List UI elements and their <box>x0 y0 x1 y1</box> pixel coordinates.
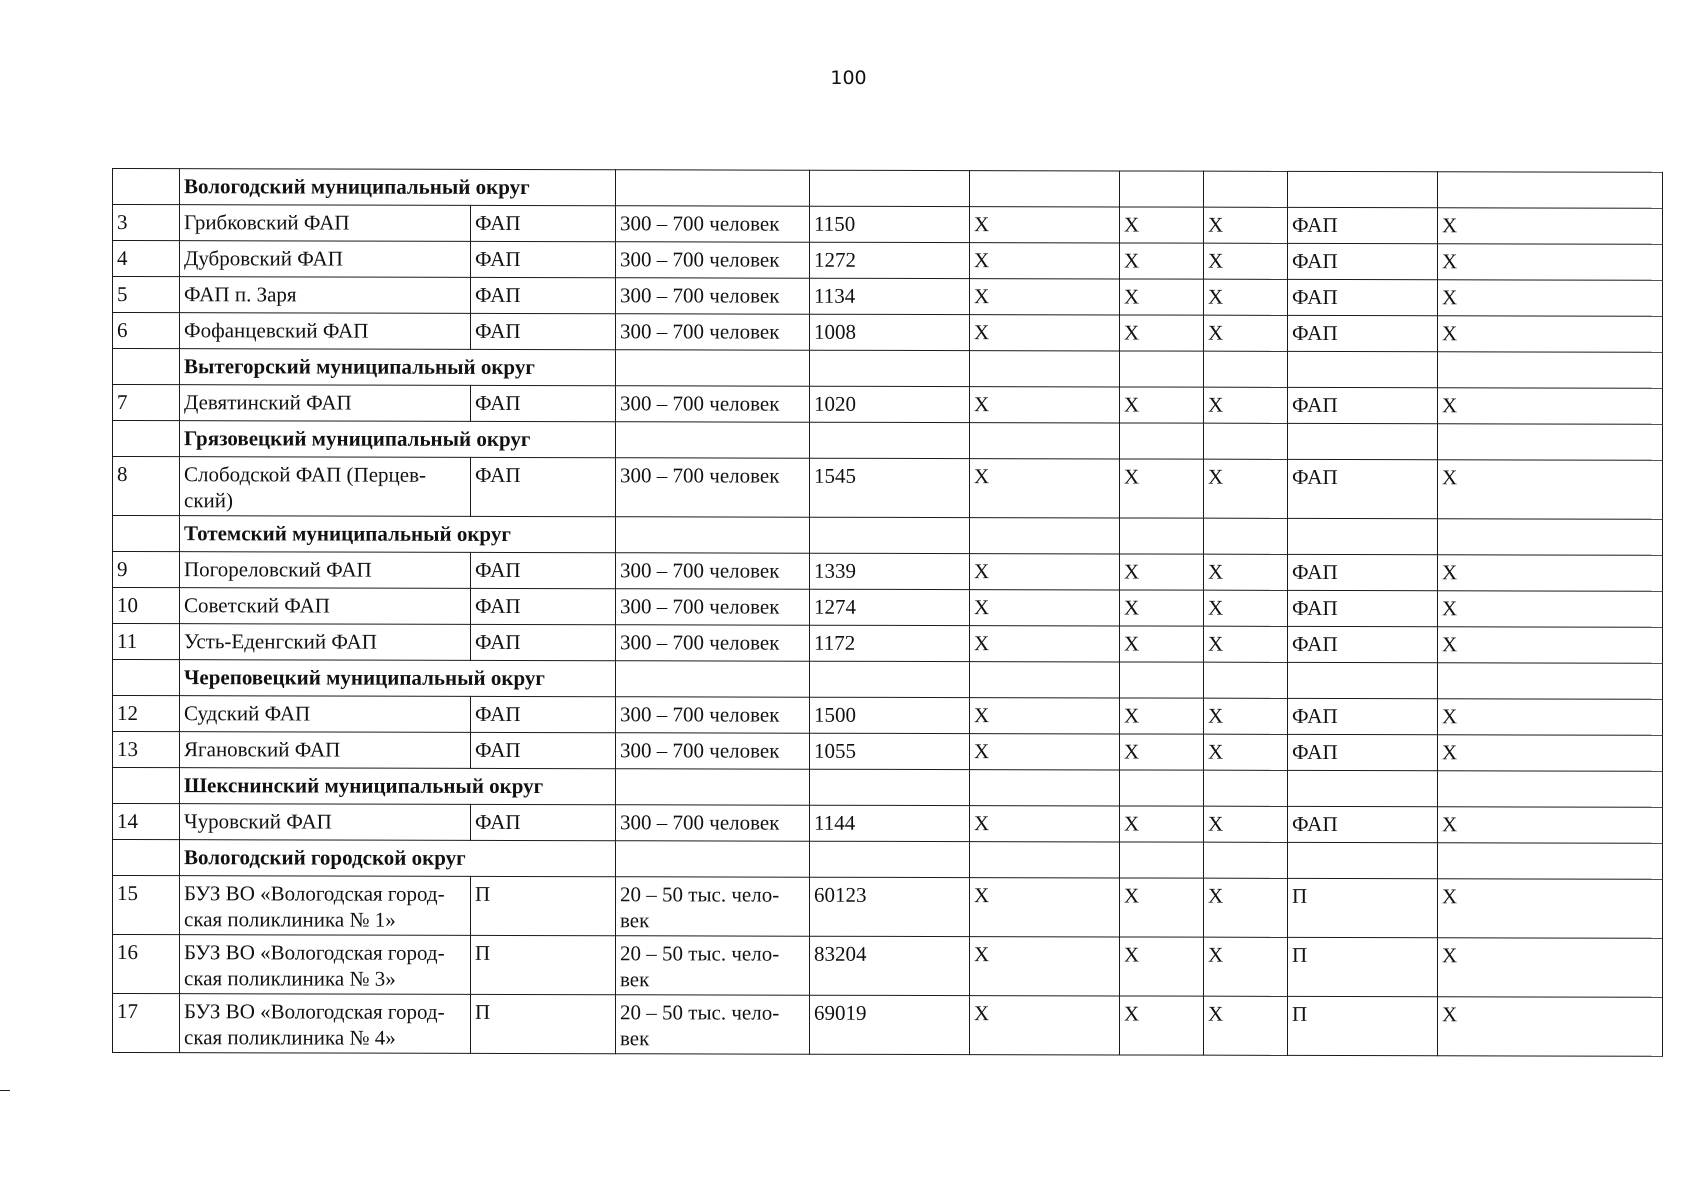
column-6-cell <box>970 842 1120 878</box>
row-number-cell: 3 <box>113 205 180 241</box>
facility-type-cell: ФАП <box>471 313 616 349</box>
column-8-cell: X <box>1204 554 1288 590</box>
population-count-cell: 1545 <box>810 458 970 517</box>
column-9-cell: ФАП <box>1288 806 1438 842</box>
column-8-cell: X <box>1204 387 1288 423</box>
column-8-cell <box>1204 770 1288 806</box>
row-number-cell: 17 <box>113 994 180 1053</box>
column-10-cell: X <box>1438 280 1663 317</box>
section-row <box>113 349 1663 389</box>
population-range-cell: 300 – 700 человек <box>616 697 810 733</box>
facility-type-cell: ФАП <box>471 732 616 768</box>
population-count-cell: 1272 <box>810 242 970 278</box>
column-7-cell <box>1120 842 1204 878</box>
population-count-cell <box>810 350 970 386</box>
population-range-cell: 300 – 700 человек <box>616 805 810 841</box>
column-9-cell <box>1288 351 1438 387</box>
table-row <box>113 994 1663 1057</box>
column-9-cell: ФАП <box>1288 243 1438 279</box>
facility-type-cell: ФАП <box>471 624 616 660</box>
section-row <box>113 169 1663 209</box>
population-range-cell <box>616 841 810 877</box>
table-body <box>113 169 1663 1057</box>
column-6-cell: X <box>970 207 1120 243</box>
facility-name-cell: БУЗ ВО «Вологодская город-ская поликлиника № 3» <box>180 935 471 995</box>
table-row <box>113 457 1663 520</box>
facility-name-cell: БУЗ ВО «Вологодская город-ская поликлиника № 4» <box>180 994 471 1054</box>
column-7-cell: X <box>1120 878 1204 937</box>
column-10-cell <box>1438 663 1663 700</box>
column-9-cell: ФАП <box>1288 734 1438 770</box>
population-count-cell: 83204 <box>810 936 970 995</box>
column-10-cell: X <box>1438 388 1663 425</box>
population-range-cell: 300 – 700 человек <box>616 625 810 661</box>
row-number-cell: 10 <box>113 588 180 624</box>
column-8-cell: X <box>1204 459 1288 518</box>
population-count-cell: 1150 <box>810 206 970 242</box>
column-9-cell: П <box>1288 937 1438 996</box>
row-number-cell <box>113 516 180 552</box>
column-6-cell: X <box>970 806 1120 842</box>
column-9-cell: ФАП <box>1288 554 1438 590</box>
column-7-cell: X <box>1120 626 1204 662</box>
column-9-cell: ФАП <box>1288 698 1438 734</box>
facility-name-cell: ФАП п. Заря <box>180 277 471 314</box>
column-6-cell <box>970 518 1120 554</box>
population-range-cell <box>616 422 810 458</box>
population-count-cell: 1134 <box>810 278 970 314</box>
table-row <box>113 205 1663 245</box>
section-title: Тотемский муниципальный округ <box>180 516 616 553</box>
column-6-cell: X <box>970 459 1120 518</box>
population-range-cell: 20 – 50 тыс. чело-век <box>616 995 810 1054</box>
column-9-cell: ФАП <box>1288 207 1438 243</box>
population-count-cell <box>810 170 970 206</box>
column-10-cell <box>1438 519 1663 556</box>
column-6-cell: X <box>970 279 1120 315</box>
column-7-cell: X <box>1120 315 1204 351</box>
column-10-cell: X <box>1438 997 1663 1057</box>
row-number-cell: 8 <box>113 457 180 516</box>
table-row <box>113 935 1663 998</box>
population-range-cell: 20 – 50 тыс. чело-век <box>616 877 810 936</box>
section-row <box>113 768 1663 808</box>
section-row <box>113 421 1663 461</box>
column-10-cell: X <box>1438 699 1663 736</box>
population-range-cell: 300 – 700 человек <box>616 386 810 422</box>
facility-type-cell: ФАП <box>471 205 616 241</box>
column-9-cell <box>1288 842 1438 878</box>
section-row <box>113 840 1663 880</box>
column-6-cell: X <box>970 996 1120 1055</box>
column-8-cell: X <box>1204 626 1288 662</box>
column-7-cell: X <box>1120 734 1204 770</box>
row-number-cell: 9 <box>113 552 180 588</box>
column-6-cell <box>970 662 1120 698</box>
page-number: 100 <box>830 67 867 89</box>
table-row <box>113 277 1663 317</box>
column-10-cell: X <box>1438 938 1663 998</box>
facility-name-cell: Чуровский ФАП <box>180 804 471 841</box>
column-8-cell: X <box>1204 806 1288 842</box>
population-range-cell <box>616 170 810 206</box>
facility-name-cell: Девятинский ФАП <box>180 385 471 422</box>
column-10-cell <box>1438 352 1663 389</box>
section-title: Вологодский городской округ <box>180 840 616 877</box>
column-6-cell: X <box>970 626 1120 662</box>
column-10-cell: X <box>1438 735 1663 772</box>
facility-type-cell: ФАП <box>471 385 616 421</box>
row-number-cell: 13 <box>113 732 180 768</box>
facility-type-cell: ФАП <box>471 241 616 277</box>
column-7-cell: X <box>1120 590 1204 626</box>
column-8-cell <box>1204 842 1288 878</box>
population-range-cell: 300 – 700 человек <box>616 206 810 242</box>
column-8-cell <box>1204 423 1288 459</box>
row-number-cell: 5 <box>113 277 180 313</box>
column-7-cell <box>1120 518 1204 554</box>
facility-type-cell: ФАП <box>471 804 616 840</box>
column-7-cell <box>1120 770 1204 806</box>
row-number-cell <box>113 768 180 804</box>
column-8-cell: X <box>1204 207 1288 243</box>
population-range-cell: 300 – 700 человек <box>616 314 810 350</box>
column-9-cell: П <box>1288 878 1438 937</box>
column-8-cell: X <box>1204 315 1288 351</box>
column-10-cell: X <box>1438 591 1663 628</box>
population-count-cell: 1172 <box>810 625 970 661</box>
column-9-cell <box>1288 770 1438 806</box>
column-7-cell: X <box>1120 279 1204 315</box>
column-6-cell: X <box>970 878 1120 937</box>
column-7-cell: X <box>1120 207 1204 243</box>
column-7-cell <box>1120 423 1204 459</box>
row-number-cell <box>113 660 180 696</box>
column-10-cell <box>1438 424 1663 461</box>
column-9-cell <box>1288 662 1438 698</box>
facility-name-cell: Советский ФАП <box>180 588 471 625</box>
column-7-cell <box>1120 662 1204 698</box>
facility-type-cell: П <box>471 876 616 935</box>
column-8-cell <box>1204 171 1288 207</box>
facility-name-cell: Усть-Еденгский ФАП <box>180 624 471 661</box>
column-9-cell: ФАП <box>1288 590 1438 626</box>
facility-name-cell: Грибковский ФАП <box>180 205 471 242</box>
column-10-cell: X <box>1438 316 1663 353</box>
row-number-cell: 14 <box>113 804 180 840</box>
population-count-cell: 1055 <box>810 733 970 769</box>
column-7-cell: X <box>1120 996 1204 1055</box>
population-count-cell: 1020 <box>810 386 970 422</box>
population-range-cell: 300 – 700 человек <box>616 553 810 589</box>
row-number-cell: 6 <box>113 313 180 349</box>
row-number-cell: 12 <box>113 696 180 732</box>
table-row <box>113 732 1663 772</box>
column-7-cell: X <box>1120 806 1204 842</box>
population-count-cell: 69019 <box>810 995 970 1054</box>
column-9-cell <box>1288 518 1438 554</box>
column-9-cell: ФАП <box>1288 626 1438 662</box>
column-6-cell <box>970 351 1120 387</box>
column-10-cell <box>1438 771 1663 808</box>
row-number-cell: 15 <box>113 876 180 935</box>
population-range-cell <box>616 517 810 553</box>
row-number-cell: 7 <box>113 385 180 421</box>
population-range-cell: 300 – 700 человек <box>616 278 810 314</box>
column-6-cell: X <box>970 734 1120 770</box>
row-number-cell: 16 <box>113 935 180 994</box>
column-7-cell: X <box>1120 554 1204 590</box>
column-8-cell: X <box>1204 937 1288 996</box>
population-count-cell <box>810 422 970 458</box>
population-count-cell <box>810 769 970 805</box>
column-6-cell: X <box>970 243 1120 279</box>
column-9-cell: П <box>1288 996 1438 1055</box>
column-6-cell: X <box>970 590 1120 626</box>
section-row <box>113 660 1663 700</box>
population-range-cell: 300 – 700 человек <box>616 458 810 517</box>
column-7-cell: X <box>1120 937 1204 996</box>
column-8-cell: X <box>1204 279 1288 315</box>
column-10-cell <box>1438 843 1663 880</box>
population-count-cell: 60123 <box>810 877 970 936</box>
population-range-cell: 300 – 700 человек <box>616 733 810 769</box>
column-9-cell <box>1288 423 1438 459</box>
column-9-cell: ФАП <box>1288 459 1438 518</box>
table-row <box>113 313 1663 353</box>
column-10-cell: X <box>1438 244 1663 281</box>
column-6-cell <box>970 770 1120 806</box>
row-number-cell <box>113 169 180 205</box>
table-row <box>113 696 1663 736</box>
column-10-cell: X <box>1438 555 1663 592</box>
table-row <box>113 241 1663 281</box>
column-8-cell <box>1204 518 1288 554</box>
column-10-cell: X <box>1438 460 1663 520</box>
column-7-cell <box>1120 171 1204 207</box>
column-6-cell <box>970 423 1120 459</box>
facility-type-cell: ФАП <box>471 277 616 313</box>
facility-name-cell: БУЗ ВО «Вологодская город-ская поликлиника № 1» <box>180 876 471 936</box>
column-7-cell <box>1120 351 1204 387</box>
column-6-cell: X <box>970 387 1120 423</box>
facility-type-cell: ФАП <box>471 696 616 732</box>
section-title: Грязовецкий муниципальный округ <box>180 421 616 458</box>
column-10-cell: X <box>1438 879 1663 939</box>
facility-name-cell: Ягановский ФАП <box>180 732 471 769</box>
section-title: Шекснинский муниципальный округ <box>180 768 616 805</box>
facility-type-cell: ФАП <box>471 457 616 516</box>
table-row <box>113 552 1663 592</box>
section-title: Череповецкий муниципальный округ <box>180 660 616 697</box>
population-count-cell: 1008 <box>810 314 970 350</box>
column-9-cell <box>1288 171 1438 207</box>
column-9-cell: ФАП <box>1288 387 1438 423</box>
column-7-cell: X <box>1120 387 1204 423</box>
facility-name-cell: Слободской ФАП (Перцев-ский) <box>180 457 471 517</box>
column-8-cell: X <box>1204 590 1288 626</box>
row-number-cell: 11 <box>113 624 180 660</box>
population-count-cell <box>810 841 970 877</box>
facility-name-cell: Судский ФАП <box>180 696 471 733</box>
facility-type-cell: П <box>471 994 616 1053</box>
section-title: Вологодский муниципальный округ <box>180 169 616 206</box>
column-6-cell: X <box>970 698 1120 734</box>
row-number-cell: 4 <box>113 241 180 277</box>
column-9-cell: ФАП <box>1288 315 1438 351</box>
population-range-cell <box>616 769 810 805</box>
table-row <box>113 385 1663 425</box>
column-6-cell <box>970 171 1120 207</box>
population-count-cell: 1144 <box>810 805 970 841</box>
column-7-cell: X <box>1120 459 1204 518</box>
row-number-cell <box>113 840 180 876</box>
table-row <box>113 876 1663 939</box>
facility-type-cell: ФАП <box>471 552 616 588</box>
facilities-table-wrap <box>112 168 1662 1057</box>
facility-name-cell: Дубровский ФАП <box>180 241 471 278</box>
column-7-cell: X <box>1120 698 1204 734</box>
column-8-cell: X <box>1204 878 1288 937</box>
column-6-cell: X <box>970 937 1120 996</box>
population-range-cell: 300 – 700 человек <box>616 589 810 625</box>
population-range-cell: 20 – 50 тыс. чело-век <box>616 936 810 995</box>
column-6-cell: X <box>970 554 1120 590</box>
column-10-cell: X <box>1438 208 1663 245</box>
population-range-cell <box>616 350 810 386</box>
column-8-cell: X <box>1204 996 1288 1055</box>
table-row <box>113 588 1663 628</box>
section-title: Вытегорский муниципальный округ <box>180 349 616 386</box>
column-6-cell: X <box>970 315 1120 351</box>
facility-name-cell: Погореловский ФАП <box>180 552 471 589</box>
column-8-cell <box>1204 351 1288 387</box>
column-8-cell <box>1204 662 1288 698</box>
table-row <box>113 804 1663 844</box>
row-number-cell <box>113 421 180 457</box>
column-10-cell: X <box>1438 807 1663 844</box>
population-count-cell: 1500 <box>810 697 970 733</box>
population-count-cell <box>810 661 970 697</box>
population-count-cell: 1339 <box>810 553 970 589</box>
section-row <box>113 516 1663 556</box>
facility-type-cell: ФАП <box>471 588 616 624</box>
column-8-cell: X <box>1204 698 1288 734</box>
column-8-cell: X <box>1204 243 1288 279</box>
row-number-cell <box>113 349 180 385</box>
population-count-cell <box>810 517 970 553</box>
margin-mark <box>0 1090 10 1091</box>
facility-type-cell: П <box>471 935 616 994</box>
population-range-cell <box>616 661 810 697</box>
column-9-cell: ФАП <box>1288 279 1438 315</box>
population-range-cell: 300 – 700 человек <box>616 242 810 278</box>
facilities-table <box>112 168 1663 1057</box>
column-10-cell: X <box>1438 627 1663 664</box>
column-10-cell <box>1438 172 1663 209</box>
table-row <box>113 624 1663 664</box>
facility-name-cell: Фофанцевский ФАП <box>180 313 471 350</box>
column-8-cell: X <box>1204 734 1288 770</box>
column-7-cell: X <box>1120 243 1204 279</box>
population-count-cell: 1274 <box>810 589 970 625</box>
